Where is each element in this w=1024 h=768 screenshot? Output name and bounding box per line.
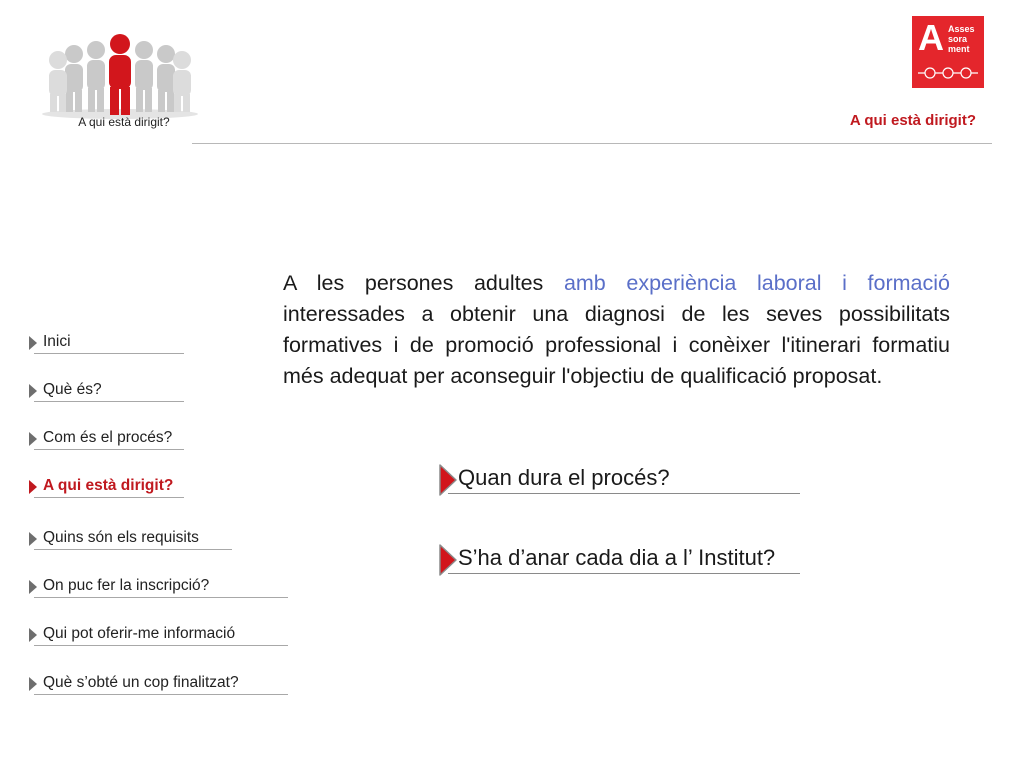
arrow-right-icon bbox=[28, 531, 38, 547]
logo-circles-icon bbox=[918, 66, 978, 80]
sidebar-item-label: Què s’obté un cop finalitzat? bbox=[43, 674, 239, 691]
question-label: Quan dura el procés? bbox=[458, 465, 670, 490]
arrow-right-icon bbox=[28, 431, 38, 447]
nav-underline bbox=[34, 353, 184, 354]
nav-underline bbox=[34, 597, 288, 598]
nav-underline bbox=[34, 694, 288, 695]
arrow-right-icon bbox=[28, 627, 38, 643]
arrow-right-icon bbox=[28, 676, 38, 692]
logo-text bbox=[948, 24, 975, 54]
question-label: S’ha d’anar cada dia a l’ Institut? bbox=[458, 545, 776, 570]
sidebar-item-label: Inici bbox=[43, 333, 71, 350]
paragraph-highlight: amb experiència laboral i formació bbox=[563, 271, 950, 295]
arrow-right-icon bbox=[438, 463, 458, 497]
logo-text-line: Asses bbox=[948, 24, 975, 34]
description-paragraph bbox=[283, 268, 950, 392]
arrow-right-icon bbox=[28, 383, 38, 399]
paragraph-text-start: A les persones adultes bbox=[283, 271, 564, 295]
page-title: A qui està dirigit? bbox=[849, 112, 976, 129]
arrow-right-icon bbox=[28, 335, 38, 351]
people-illustration bbox=[40, 34, 200, 120]
question-underline bbox=[448, 573, 800, 574]
nav-underline bbox=[34, 549, 232, 550]
asessorament-logo bbox=[912, 16, 984, 88]
logo-text-line: sora bbox=[948, 34, 968, 44]
image-caption: A qui està dirigit? bbox=[78, 115, 170, 129]
logo-text-line: ment bbox=[948, 44, 970, 54]
nav-underline bbox=[34, 497, 184, 498]
logo-letter: A bbox=[918, 17, 944, 58]
sidebar-item-label: Com és el procés? bbox=[43, 429, 173, 446]
sidebar-item-label: Qui pot oferir-me informació bbox=[43, 625, 236, 642]
nav-underline bbox=[34, 401, 184, 402]
nav-underline bbox=[34, 449, 184, 450]
arrow-right-icon bbox=[28, 479, 38, 495]
question-underline bbox=[448, 493, 800, 494]
paragraph-text-end: interessades a obtenir una diagnosi de les seves possibilitats formatives i de promoció professional i conèixer l'itinerari formatiu més adequat per aconseguir l'objectiu de qualificació proposat. bbox=[283, 302, 950, 388]
nav-underline bbox=[34, 645, 288, 646]
arrow-right-icon bbox=[438, 543, 458, 577]
header-divider bbox=[192, 143, 992, 144]
arrow-right-icon bbox=[28, 579, 38, 595]
sidebar-item-label: A qui està dirigit? bbox=[43, 477, 174, 494]
sidebar-item-label: Quins són els requisits bbox=[43, 529, 199, 546]
sidebar-item-label: Què és? bbox=[43, 381, 102, 398]
sidebar-item-label: On puc fer la inscripció? bbox=[43, 577, 210, 594]
